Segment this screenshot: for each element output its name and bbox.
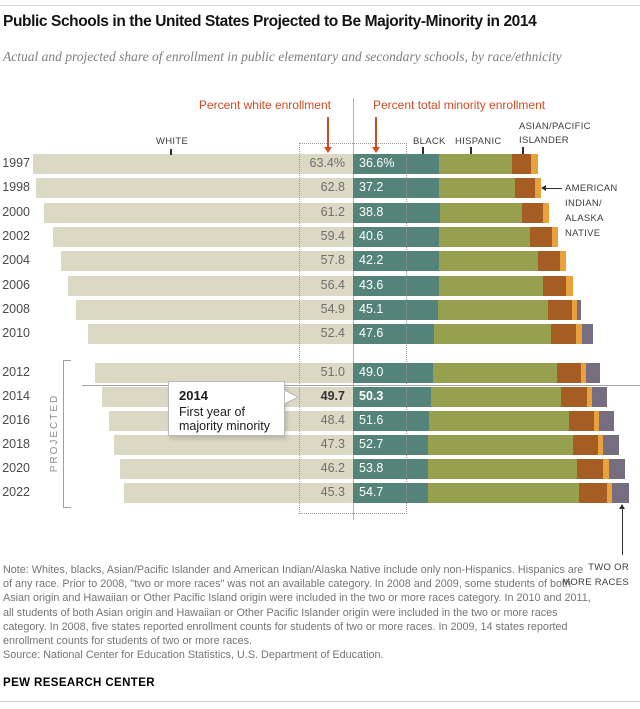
year-label: 2006 [2,278,30,292]
percent-white-enrollment-label: Percent white enrollment [198,98,331,112]
projected-separator-line [82,385,640,386]
year-label: 2018 [2,437,30,451]
white-value: 59.4 [320,229,345,243]
left-arrow-icon [546,188,562,189]
two-or-more-label-line1: TWO OR [588,562,629,573]
percent-minority-enrollment-label: Percent total minority enrollment [373,98,546,112]
year-label: 2012 [2,365,30,379]
segment-asian_pacific [548,300,572,320]
white-value: 57.8 [320,253,345,267]
year-label: 2020 [2,461,30,475]
asian-pacific-islander-label-line2: ISLANDER [519,134,569,146]
projected-bracket-tick [63,360,71,361]
minority-value: 54.7 [359,485,384,499]
white-value: 47.3 [320,437,345,451]
segment-american_indian [566,276,573,296]
year-label: 2000 [2,205,30,219]
segment-two_or_more [582,324,593,344]
segment-american_indian [560,251,567,271]
minority-value: 52.7 [359,437,384,451]
black-column-label: BLACK [413,136,446,147]
segment-asian_pacific [569,411,595,431]
segment-two_or_more [599,411,613,431]
callout-year: 2014 [179,388,208,403]
segment-american_indian [531,154,538,174]
segment-asian_pacific [530,227,552,247]
year-label: 2008 [2,302,30,316]
american-indian-label-line2: INDIAN/ [565,198,602,209]
segment-asian_pacific [522,203,543,223]
white-value: 51.0 [320,365,345,379]
segment-asian_pacific [557,363,581,383]
white-value: 61.2 [320,205,345,219]
segment-asian_pacific [538,251,560,271]
pointer-tick-icon [170,149,172,155]
segment-two_or_more [609,459,625,479]
segment-asian_pacific [573,435,599,455]
year-label: 2010 [2,326,30,340]
white-value: 63.4% [309,156,345,170]
minority-value: 37.2 [359,180,384,194]
page-title: Public Schools in the United States Projected to Be Majority-Minority in 2014 [3,13,537,30]
white-value: 45.3 [320,485,345,499]
year-label: 2014 [2,389,30,403]
segment-hispanic [439,251,537,271]
segment-asian_pacific [577,459,604,479]
segment-asian_pacific [512,154,532,174]
year-label: 2016 [2,413,30,427]
segment-hispanic [428,459,576,479]
minority-value: 40.6 [359,229,384,243]
minority-value: 53.8 [359,461,384,475]
minority-value: 42.2 [359,253,384,267]
minority-value: 47.6 [359,326,384,340]
segment-two_or_more [612,483,630,503]
segment-two_or_more [586,363,600,383]
segment-two_or_more [592,387,607,407]
white-value: 54.9 [320,302,345,316]
pointer-tick-icon [422,147,424,154]
segment-two_or_more [577,300,581,320]
two-or-more-races-label [529,560,629,590]
segment-two_or_more [603,435,619,455]
segment-hispanic [429,411,569,431]
year-label: 1997 [2,156,30,170]
segment-hispanic [439,227,530,247]
minority-value: 49.0 [359,365,384,379]
segment-hispanic [439,276,543,296]
minority-value: 36.6% [359,156,395,170]
segment-hispanic [438,300,549,320]
callout-2014 [168,381,285,436]
white-value: 48.4 [320,413,345,427]
white-value: 46.2 [320,461,345,475]
minority-value: 45.1 [359,302,384,316]
year-label: 1998 [2,180,30,194]
page-subtitle: Actual and projected share of enrollment in public elementary and secondary schools, by race/ethnicity [3,49,562,64]
segment-hispanic [431,387,561,407]
projected-bracket [63,360,64,508]
hispanic-column-label: HISPANIC [455,136,502,147]
american-indian-alaska-native-label [565,181,618,241]
segment-asian_pacific [551,324,576,344]
white-value: 49.7 [320,389,345,403]
down-arrow-icon [375,117,377,147]
segment-american_indian [535,178,541,198]
up-arrow-icon [622,509,623,555]
white-value: 56.4 [320,278,345,292]
pointer-tick-icon [522,147,524,154]
segment-hispanic [428,483,578,503]
source-text: Source: National Center for Education Statistics, U.S. Department of Education. [3,649,384,662]
segment-american_indian [552,227,558,247]
segment-hispanic [439,178,514,198]
segment-hispanic [428,435,573,455]
white-column-label: WHITE [156,136,189,147]
white-value: 52.4 [320,326,345,340]
asian-pacific-islander-label-line1: ASIAN/PACIFIC [519,121,591,132]
american-indian-label-line1: AMERICAN [565,183,618,194]
segment-asian_pacific [515,178,535,198]
callout-text: First year of majority minority [179,405,270,433]
american-indian-label-line4: NATIVE [565,228,601,239]
down-arrow-icon [372,147,380,153]
callout-tail-icon [285,391,297,403]
year-label: 2022 [2,485,30,499]
minority-value: 50.3 [359,389,384,403]
segment-hispanic [440,203,522,223]
down-arrow-icon [327,117,329,147]
two-or-more-label-line2: MORE RACES [562,577,629,588]
left-arrow-icon [541,185,546,191]
year-label: 2004 [2,253,30,267]
minority-value: 38.8 [359,205,384,219]
note-text: Note: Whites, blacks, Asian/Pacific Islander and American Indian/Alaska Native include only non-Hispanics. Hispanics are of any race. Prior to 2008, "two or more races" was not an available category. In 2008 and 2009, some students of both Asian origin and Hawaiian or Other Pacific Island origin were included in the two or more races category. In 2010 and 2011, all students of both Asian origin and Hawaiian or Other Pacific Islander origin were included in the two or more races category. In 2008, five states reported enrollment counts for students of two or more races. In 2009, 14 states reported enrollment counts for students of two or more races. [3,564,591,648]
minority-value: 51.6 [359,413,384,427]
segment-hispanic [439,154,512,174]
segment-hispanic [433,363,557,383]
segment-hispanic [434,324,551,344]
projected-label: PROJECTED [49,393,60,473]
pointer-tick-icon [470,147,472,154]
projected-bracket-tick [63,507,71,508]
year-label: 2002 [2,229,30,243]
segment-asian_pacific [561,387,587,407]
minority-value: 43.6 [359,278,384,292]
up-arrow-icon [619,504,625,509]
asian-pacific-islander-label [519,120,591,147]
segment-asian_pacific [579,483,607,503]
segment-asian_pacific [543,276,566,296]
branding: PEW RESEARCH CENTER [3,677,156,689]
down-arrow-icon [324,147,332,153]
american-indian-label-line3: ALASKA [565,213,604,224]
white-value: 62.8 [320,180,345,194]
segment-american_indian [543,203,549,223]
